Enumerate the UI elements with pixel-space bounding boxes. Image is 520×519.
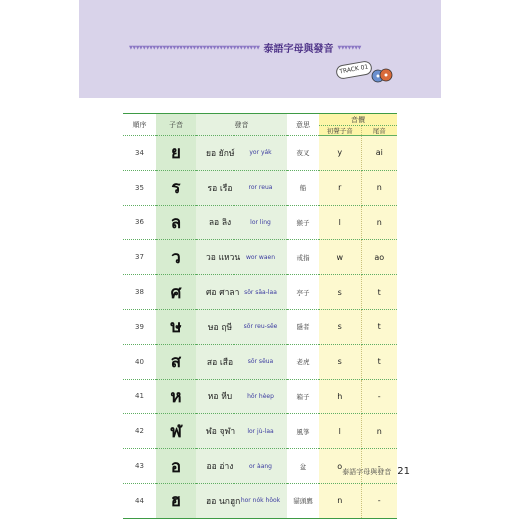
initial-sound: s: [319, 309, 361, 344]
header-banner: [79, 0, 441, 98]
romanization: lor jù-laa: [234, 414, 287, 449]
thai-word: หอ หีบ: [196, 379, 234, 414]
thai-word: รอ เรือ: [196, 170, 234, 205]
meaning: 風箏: [287, 414, 319, 449]
final-sound: n: [361, 205, 397, 240]
romanization: hŏr hèep: [234, 379, 287, 414]
romanization: yor yák: [234, 136, 287, 171]
initial-sound: l: [319, 205, 361, 240]
meaning: 貓頭鷹: [287, 483, 319, 518]
meaning: 隱者: [287, 309, 319, 344]
romanization: sŏr sĕua: [234, 344, 287, 379]
final-sound: n: [361, 414, 397, 449]
thai-word: ษอ ฤษี: [196, 309, 234, 344]
thai-word: ออ อ่าง: [196, 449, 234, 484]
initial-sound: s: [319, 344, 361, 379]
table-row: [123, 309, 397, 344]
final-sound: t: [361, 309, 397, 344]
initial-sound: n: [319, 483, 361, 518]
header-final: 尾音: [361, 126, 397, 136]
thai-consonant: ส: [156, 344, 196, 379]
meaning: 老虎: [287, 344, 319, 379]
row-number: 44: [123, 483, 156, 518]
table-row: [123, 379, 397, 414]
table-row: [123, 205, 397, 240]
romanization: hor nók hôok: [234, 483, 287, 518]
thai-word: วอ แหวน: [196, 240, 234, 275]
final-sound: -: [361, 449, 397, 484]
triangle-divider-left: ▼▼▼▼▼▼▼▼▼▼▼▼▼▼▼▼▼▼▼▼▼▼▼▼▼▼▼▼▼▼▼▼▼▼▼▼▼▼▼: [129, 44, 260, 51]
meaning: 夜叉: [287, 136, 319, 171]
final-sound: t: [361, 275, 397, 310]
row-number: 40: [123, 344, 156, 379]
thai-consonant: ฮ: [156, 483, 196, 518]
row-number: 38: [123, 275, 156, 310]
table-row: [123, 483, 397, 518]
final-sound: t: [361, 344, 397, 379]
initial-sound: y: [319, 136, 361, 171]
thai-word: สอ เสือ: [196, 344, 234, 379]
title-row: [129, 40, 361, 55]
romanization: sŏr săa-laa: [234, 275, 287, 310]
initial-sound: s: [319, 275, 361, 310]
initial-sound: r: [319, 170, 361, 205]
thai-word: ยอ ยักษ์: [196, 136, 234, 171]
thai-word: ฬอ จุฬา: [196, 414, 234, 449]
row-number: 35: [123, 170, 156, 205]
section-title: 泰語字母與發音: [263, 44, 334, 55]
thai-word: ลอ ลิง: [196, 205, 234, 240]
header-row: [123, 114, 397, 126]
header-sound: 音價: [319, 114, 397, 126]
page-footer: [342, 466, 410, 477]
header-no: 順序: [123, 114, 156, 136]
track-badge: TRACK 01: [335, 60, 373, 80]
initial-sound: o: [319, 449, 361, 484]
table-row: [123, 344, 397, 379]
table-row: [123, 170, 397, 205]
meaning: 船: [287, 170, 319, 205]
header-meaning: 意思: [287, 114, 319, 136]
thai-consonant: ห: [156, 379, 196, 414]
romanization: wor waen: [234, 240, 287, 275]
row-number: 34: [123, 136, 156, 171]
final-sound: -: [361, 483, 397, 518]
meaning: 盆: [287, 449, 319, 484]
header-consonant: 子音: [156, 114, 196, 136]
initial-sound: l: [319, 414, 361, 449]
thai-consonant: ว: [156, 240, 196, 275]
final-sound: ao: [361, 240, 397, 275]
consonant-table: [123, 113, 397, 519]
header-initial: 初聲子音: [319, 126, 361, 136]
footer-label: 泰語字母與發音: [342, 468, 392, 476]
thai-consonant: ษ: [156, 309, 196, 344]
row-number: 41: [123, 379, 156, 414]
meaning: 猴子: [287, 205, 319, 240]
table-row: [123, 275, 397, 310]
final-sound: -: [361, 379, 397, 414]
meaning: 亭子: [287, 275, 319, 310]
thai-word: ฮอ นกฮูก: [196, 483, 234, 518]
thai-consonant: อ: [156, 449, 196, 484]
initial-sound: h: [319, 379, 361, 414]
romanization: lor ling: [234, 205, 287, 240]
table-row: [123, 136, 397, 171]
romanization: or àang: [234, 449, 287, 484]
initial-sound: w: [319, 240, 361, 275]
triangle-divider-right: ▼▼▼▼▼▼▼: [337, 44, 361, 51]
thai-consonant: ร: [156, 170, 196, 205]
meaning: 戒指: [287, 240, 319, 275]
thai-word: ศอ ศาลา: [196, 275, 234, 310]
final-sound: ai: [361, 136, 397, 171]
row-number: 36: [123, 205, 156, 240]
table-row: [123, 240, 397, 275]
row-number: 43: [123, 449, 156, 484]
page-number: 21: [397, 466, 410, 477]
audio-cd-icon: [371, 66, 393, 84]
thai-consonant: ย: [156, 136, 196, 171]
table-row: [123, 414, 397, 449]
romanization: ror reua: [234, 170, 287, 205]
thai-consonant: ศ: [156, 275, 196, 310]
header-pronunciation: 發音: [196, 114, 287, 136]
thai-consonant: ฬ: [156, 414, 196, 449]
row-number: 42: [123, 414, 156, 449]
romanization: sŏr reu-sĕe: [234, 309, 287, 344]
meaning: 箱子: [287, 379, 319, 414]
final-sound: n: [361, 170, 397, 205]
row-number: 39: [123, 309, 156, 344]
row-number: 37: [123, 240, 156, 275]
thai-consonant: ล: [156, 205, 196, 240]
